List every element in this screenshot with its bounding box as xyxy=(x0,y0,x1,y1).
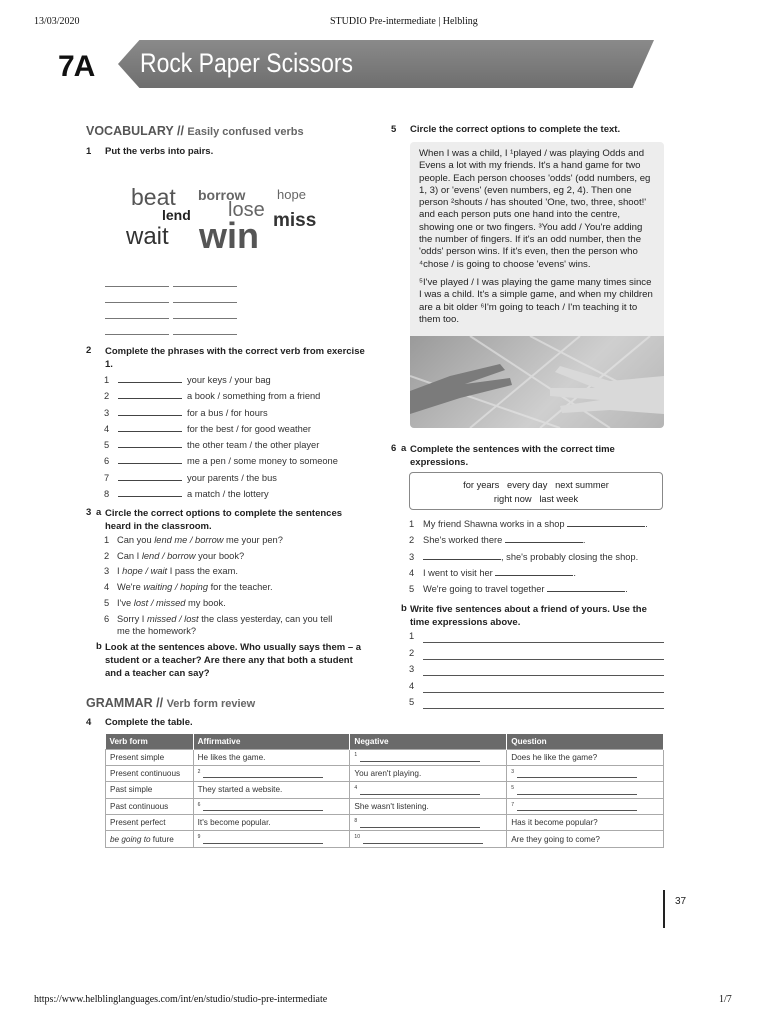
sentence-blank[interactable] xyxy=(547,582,625,592)
write-line[interactable] xyxy=(423,675,664,676)
q4-instruction: Complete the table. xyxy=(105,717,193,728)
q6a-list xyxy=(409,516,669,597)
q6b-instruction: Write five sentences about a friend of yours. Use the time expressions above. xyxy=(410,604,647,628)
pair-blank[interactable] xyxy=(173,286,237,287)
answer-blank[interactable] xyxy=(517,786,637,795)
cell-question-text: Has it become popular? xyxy=(511,818,598,828)
answer-blank[interactable] xyxy=(363,835,483,844)
write-line-number: 4 xyxy=(409,680,415,691)
phrase-text: a book / something from a friend xyxy=(187,391,321,402)
answer-number: 2 xyxy=(197,768,201,775)
phrase-number: 6 xyxy=(104,456,110,467)
cell-affirmative xyxy=(193,815,350,831)
time-expressions-box xyxy=(409,472,663,510)
word-lend: lend xyxy=(162,207,191,223)
answer-blank[interactable] xyxy=(360,786,480,795)
sentence-post: , she's probably closing the shop. xyxy=(501,551,639,562)
q6a-letter: a xyxy=(401,443,407,454)
story-paragraph-1: When I was a child, I ¹played / was playing Odds and Evens a lot with my friends. It's a hand game for two people. Each person chooses 'odds' (odd numbers, eg 1, 3) or 'evens' (even numbers, eg 2, 4). Then one person ²shouts / has shouted 'One, two, three, shoot!' and each person puts one hand into the centre, showing one or two fingers. ³You add / You're adding the number of fingers. If it's an odd number, then the 'odds' person wins. If it's even, then the person who ⁴chose / is going to choose 'evens' wins. xyxy=(419,148,651,270)
pair-blank[interactable] xyxy=(173,318,237,319)
sentence-post: I pass the exam. xyxy=(167,566,238,577)
cell-negative xyxy=(350,815,507,831)
cell-verb-form xyxy=(106,749,194,765)
pair-blank[interactable] xyxy=(105,302,169,303)
pair-blank[interactable] xyxy=(105,286,169,287)
cell-affirmative-text: He likes the game. xyxy=(197,752,266,762)
table-row xyxy=(106,749,664,765)
answer-blank[interactable] xyxy=(517,769,637,778)
cell-affirmative xyxy=(193,765,350,781)
answer-blank[interactable] xyxy=(360,753,480,762)
cell-question xyxy=(507,815,664,831)
cell-question xyxy=(507,798,664,814)
phrase-text: your keys / your bag xyxy=(187,375,271,385)
page-number-rule xyxy=(663,890,665,928)
page-number: 37 xyxy=(675,896,687,907)
cell-affirmative xyxy=(193,749,350,765)
phrase-item xyxy=(104,421,374,437)
verb-form-table xyxy=(105,734,664,848)
phrase-item xyxy=(104,437,374,453)
write-line[interactable] xyxy=(423,659,664,660)
sentence-options[interactable]: missed / lost xyxy=(146,613,199,624)
q1-instruction: Put the verbs into pairs. xyxy=(105,146,214,157)
cell-negative xyxy=(350,782,507,798)
story-box xyxy=(410,142,664,428)
cell-affirmative-text: It's become popular. xyxy=(197,818,271,828)
phrase-item xyxy=(104,372,374,388)
sentence-pre: She's worked there xyxy=(423,535,505,546)
print-page-count: 1/7 xyxy=(719,994,732,1005)
cell-negative xyxy=(350,798,507,814)
q3-number: 3 xyxy=(86,507,92,518)
sentence-number: 1 xyxy=(409,519,415,529)
q3a-list xyxy=(104,533,374,640)
phrase-number: 7 xyxy=(104,472,110,483)
sentence-number: 3 xyxy=(104,566,110,577)
word-miss: miss xyxy=(273,210,317,231)
phrase-blank[interactable] xyxy=(118,487,182,497)
sentence-blank[interactable] xyxy=(505,533,583,543)
answer-blank[interactable] xyxy=(360,819,480,828)
word-beat: beat xyxy=(131,184,176,210)
table-row xyxy=(106,765,664,781)
sentence-pre: I xyxy=(117,566,123,577)
phrase-number: 4 xyxy=(104,423,110,434)
cell-negative-text: She wasn't listening. xyxy=(354,801,429,811)
print-date: 13/03/2020 xyxy=(34,16,80,27)
sentence-number: 1 xyxy=(104,535,110,545)
answer-blank[interactable] xyxy=(203,802,323,811)
sentence-pre: Can you xyxy=(117,535,155,545)
sentence-item xyxy=(104,549,374,565)
phrase-number: 1 xyxy=(104,375,110,385)
col-verb-form: Verb form xyxy=(106,734,194,749)
phrase-item xyxy=(104,470,374,486)
q1-number: 1 xyxy=(86,146,92,157)
answer-blank[interactable] xyxy=(203,769,323,778)
phrase-text: for the best / for good weather xyxy=(187,423,312,434)
cell-question xyxy=(507,831,664,847)
q6-number: 6 xyxy=(391,443,397,454)
phrase-number: 5 xyxy=(104,440,110,451)
word-wait: wait xyxy=(126,223,169,250)
sentence-post: my book. xyxy=(185,597,226,608)
pair-blank[interactable] xyxy=(173,302,237,303)
sentence-item xyxy=(104,596,374,612)
phrase-text: the other team / the other player xyxy=(187,440,320,451)
phrase-blank[interactable] xyxy=(118,373,182,383)
story-paragraph-2: ⁵I've played / I was playing the game many times since I was a child. It's a simple game, and when my children are a bit older ⁶I'm going to teach / I'm teaching it to them too. xyxy=(419,276,653,325)
cell-affirmative xyxy=(193,831,350,847)
answer-number: 4 xyxy=(354,785,358,792)
unit-title: Rock Paper Scissors xyxy=(140,48,354,78)
cell-affirmative xyxy=(193,798,350,814)
cell-negative xyxy=(350,765,507,781)
phrase-number: 3 xyxy=(104,407,110,418)
phrase-blank[interactable] xyxy=(118,454,182,464)
sentence-options[interactable]: lend me / borrow xyxy=(154,535,224,545)
q3b-instruction: Look at the sentences above. Who usually says them – a student or a teacher? Are there any that both a student and a teacher can say? xyxy=(105,642,362,679)
sentence-number: 4 xyxy=(104,582,110,593)
sentence-post: . xyxy=(645,519,648,529)
cell-verb-form xyxy=(106,782,194,798)
q2-number: 2 xyxy=(86,345,92,356)
write-line[interactable] xyxy=(423,642,664,643)
q3a-letter: a xyxy=(96,507,102,518)
cell-negative xyxy=(350,749,507,765)
sentence-post: me your pen? xyxy=(223,535,283,545)
phrase-text: for a bus / for hours xyxy=(187,407,268,418)
cell-negative-text: You aren't playing. xyxy=(354,769,422,779)
sentence-options[interactable]: hope / wait xyxy=(122,566,168,577)
phrase-blank[interactable] xyxy=(118,422,182,432)
verb-form-text: future xyxy=(150,834,174,844)
verb-form-text: Present perfect xyxy=(110,818,166,828)
col-negative: Negative xyxy=(350,734,507,749)
sentence-number: 5 xyxy=(409,584,415,595)
sentence-number: 5 xyxy=(104,597,110,608)
phrase-text: me a pen / some money to someone xyxy=(187,456,338,467)
sentence-item xyxy=(409,565,669,581)
verb-form-text: Past simple xyxy=(110,785,153,795)
answer-number: 10 xyxy=(354,834,360,841)
sentence-item xyxy=(409,516,669,532)
sentence-number: 4 xyxy=(409,567,415,578)
write-line[interactable] xyxy=(423,708,664,709)
answer-number: 8 xyxy=(354,817,358,824)
phrase-blank[interactable] xyxy=(118,406,182,416)
col-question: Question xyxy=(507,734,664,749)
sentence-item xyxy=(409,549,669,565)
sentence-item xyxy=(104,564,374,580)
sentence-pre: We're going to travel together xyxy=(423,584,548,595)
write-line-number: 5 xyxy=(409,697,415,707)
q3b-letter: b xyxy=(96,641,102,652)
sentence-item xyxy=(104,580,374,596)
verb-form-text: Present continuous xyxy=(110,769,181,779)
table-row xyxy=(106,831,664,847)
print-url: https://www.helblinglanguages.com/int/en/studio/studio-pre-intermediate xyxy=(34,994,328,1005)
sentence-options[interactable]: lost / missed xyxy=(133,597,186,608)
cell-question xyxy=(507,765,664,781)
write-line-number: 3 xyxy=(409,664,415,674)
cell-negative xyxy=(350,831,507,847)
hands-photo xyxy=(410,336,664,428)
cell-verb-form xyxy=(106,765,194,781)
table-row xyxy=(106,815,664,831)
q5-number: 5 xyxy=(391,124,397,135)
sentence-item xyxy=(409,532,669,548)
table-row xyxy=(106,798,664,814)
sentence-pre: Sorry I xyxy=(117,613,147,624)
cell-verb-form xyxy=(106,798,194,814)
cell-affirmative-text: They started a website. xyxy=(197,785,283,795)
answer-number: 9 xyxy=(197,834,201,841)
verb-form-text: Past continuous xyxy=(110,801,169,811)
sentence-number: 3 xyxy=(409,551,415,562)
sentence-blank[interactable] xyxy=(567,517,645,527)
q3a-instruction: Circle the correct options to complete the sentences heard in the classroom. xyxy=(105,508,343,532)
sentence-post: . xyxy=(582,535,586,546)
sentence-item xyxy=(409,581,669,597)
sentence-options[interactable]: waiting / hoping xyxy=(143,582,209,593)
unit-number: 7A xyxy=(58,50,95,83)
verb-form-italic: be going to xyxy=(110,834,151,844)
verb-form-text: Present simple xyxy=(110,752,165,762)
write-line-number: 1 xyxy=(409,631,415,641)
col-affirmative: Affirmative xyxy=(193,734,350,749)
cell-question-text: Are they going to come? xyxy=(511,834,600,844)
write-line[interactable] xyxy=(423,692,664,693)
sentence-number: 2 xyxy=(104,550,110,561)
q2-list xyxy=(104,372,374,502)
phrase-blank[interactable] xyxy=(118,471,182,481)
table-header-row xyxy=(106,734,664,749)
pair-blank[interactable] xyxy=(105,318,169,319)
sentence-pre: I've xyxy=(117,597,134,608)
sentence-pre: Can I xyxy=(117,550,142,561)
answer-number: 3 xyxy=(511,768,514,775)
phrase-item xyxy=(104,405,374,421)
sentence-number: 2 xyxy=(409,535,415,546)
phrase-number: 8 xyxy=(104,489,110,500)
q6b-letter: b xyxy=(401,603,407,614)
cell-verb-form xyxy=(106,815,194,831)
sentence-pre: I went to visit her xyxy=(423,567,496,578)
q5-instruction: Circle the correct options to complete the text. xyxy=(410,124,621,135)
sentence-pre: We're xyxy=(117,582,144,593)
pair-blank[interactable] xyxy=(105,334,169,335)
phrase-item xyxy=(104,453,374,469)
table-row xyxy=(106,782,664,798)
sentence-post: the class yesterday, can you tell xyxy=(198,613,333,624)
word-win: win xyxy=(199,215,259,256)
phrase-text: a match / the lottery xyxy=(187,489,269,500)
cell-question xyxy=(507,749,664,765)
sentence-pre: My friend Shawna works in a shop xyxy=(423,519,568,529)
sentence-post: . xyxy=(625,584,628,595)
q6a-instruction: Complete the sentences with the correct time expressions. xyxy=(410,444,615,468)
q2-instruction: Complete the phrases with the correct verb from exercise 1. xyxy=(105,346,365,370)
pair-blank[interactable] xyxy=(173,334,237,335)
sentence-post: . xyxy=(573,567,576,578)
print-title: STUDIO Pre-intermediate | Helbling xyxy=(330,16,478,27)
word-lose: lose xyxy=(228,199,265,221)
sentence-continuation: me the homework? xyxy=(117,626,197,637)
phrase-blank[interactable] xyxy=(118,438,182,448)
phrase-item xyxy=(104,388,374,404)
phrase-item xyxy=(104,486,374,502)
vocab-heading: VOCABULARY // Easily confused verbs xyxy=(86,124,304,138)
time-expressions-line-1: for years every day next summer xyxy=(463,480,609,490)
sentence-blank[interactable] xyxy=(495,566,573,576)
sentence-post: your book? xyxy=(195,550,245,561)
word-hope: hope xyxy=(277,187,306,202)
write-line-number: 2 xyxy=(409,647,415,658)
phrase-blank[interactable] xyxy=(118,389,182,399)
answer-number: 6 xyxy=(197,801,201,808)
q4-number: 4 xyxy=(86,717,92,728)
sentence-post: for the teacher. xyxy=(208,582,273,593)
sentence-options[interactable]: lend / borrow xyxy=(141,550,196,561)
phrase-text: your parents / the bus xyxy=(187,472,277,483)
cell-verb-form xyxy=(106,831,194,847)
answer-number: 5 xyxy=(511,785,514,792)
sentence-item xyxy=(104,533,374,549)
answer-number: 1 xyxy=(354,752,358,759)
cell-question xyxy=(507,782,664,798)
grammar-heading: GRAMMAR // Verb form review xyxy=(86,696,256,710)
sentence-number: 6 xyxy=(104,613,110,624)
phrase-number: 2 xyxy=(104,391,110,402)
answer-blank[interactable] xyxy=(203,835,323,844)
sentence-blank[interactable] xyxy=(423,550,501,560)
answer-number: 7 xyxy=(511,801,514,808)
answer-blank[interactable] xyxy=(517,802,637,811)
cell-affirmative xyxy=(193,782,350,798)
word-borrow: borrow xyxy=(198,187,246,203)
cell-question-text: Does he like the game? xyxy=(511,752,598,762)
time-expressions-line-2: right now last week xyxy=(493,494,579,504)
